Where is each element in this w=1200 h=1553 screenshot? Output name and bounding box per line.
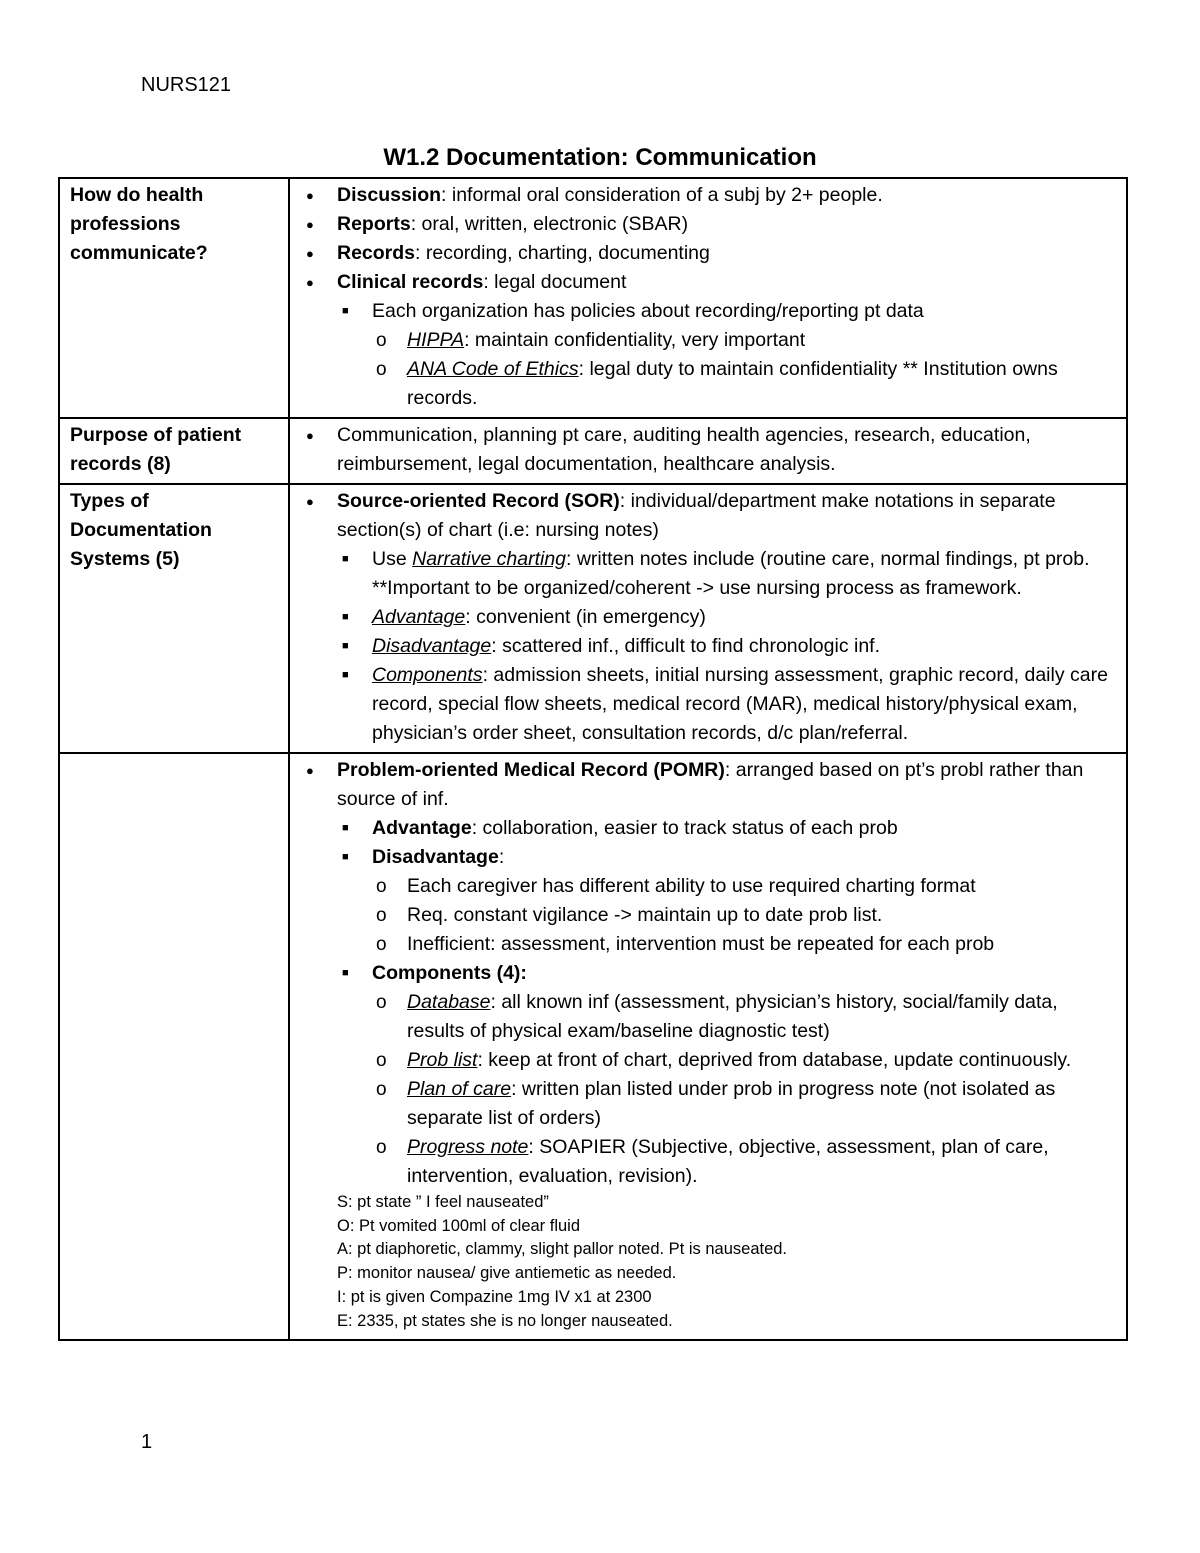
list-item: ■ Disadvantage: o Each caregiver has different ability to use required charting format o Req. constant vigilance -> maintain up to date prob list. o Inefficient: assessment, intervention must be repeated for each prob (300, 843, 1116, 959)
page-number: 1 (141, 1431, 153, 1453)
sub-list (337, 814, 1116, 1191)
list-item: o Database: all known inf (assessment, physician’s history, social/family data, results of physical exam/baseline diagnostic test) (300, 988, 1116, 1046)
list-item: ● Source-oriented Record (SOR): individual/department make notations in separate section(s) of chart (i.e: nursing notes) ■ Use Narrative charting: written notes include (routine care, normal findings, pt prob. **Important to be organized/coherent -> use nursing process as framework. ■ Advantage: convenient (in emergency) ■ Disadvantage: scattered inf., difficult to find chronologic inf. ■ Components: admission sheets, initial nursing assessment, graphic record, daily care record, special flow sheets, medical record (MAR), medical history/physical exam, physician’s order sheet, consultation records, d/c plan/referral. (300, 487, 1116, 748)
row-question: Types of Documentation Systems (5) (59, 484, 289, 753)
soap-line: P: monitor nausea/ give antiemetic as needed. (337, 1264, 677, 1283)
list-item: ■ Use Narrative charting: written notes include (routine care, normal findings, pt prob. **Important to be organized/coherent -> use nursing process as framework. (300, 545, 1116, 603)
list-item: ● Clinical records: legal document ■ Each organization has policies about recording/reporting pt data o HIPPA: maintain confidentiality, very important o ANA Code of Ethics: legal duty to maintain confidentiality ** Institution owns records. (300, 268, 1116, 413)
list-item: ● Problem-oriented Medical Record (POMR): arranged based on pt’s probl rather than source of inf. ■ Advantage: collaboration, easier to track status of each prob ■ Disadvantage: o Each caregiver has different ability to use required charting format o Req. constant vigilance -> maintain up to date prob list. o Inefficient: assessment, intervention must be repeated for each prob ■ Components (4): o Database: all known inf (assessment, physician’s history, social/family data, results of physical exam/baseline diagnostic test) o Prob list: keep at front of chart, deprived from database, update continuously. o Plan of care: written plan listed under prob in progress note (not isolated as separate list of orders) o Progress note: SOAPIER (Subjective, objective, assessment, plan of care, intervention, evaluation, revision). (300, 756, 1116, 1191)
soap-line: A: pt diaphoretic, clammy, slight pallor noted. Pt is nauseated. (337, 1240, 788, 1259)
row-question (59, 753, 289, 1340)
bullet-list (300, 487, 1116, 748)
list-item: o Plan of care: written plan listed under prob in progress note (not isolated as separate list of orders) (300, 1075, 1116, 1133)
list-item: o Inefficient: assessment, intervention must be repeated for each prob (300, 930, 1116, 959)
list-item: ■ Components: admission sheets, initial nursing assessment, graphic record, daily care record, special flow sheets, medical record (MAR), medical history/physical exam, physician’s order sheet, consultation records, d/c plan/referral. (300, 661, 1116, 748)
sub-sub-list (372, 872, 1116, 959)
list-item: o Progress note: SOAPIER (Subjective, objective, assessment, plan of care, intervention, evaluation, revision). (300, 1133, 1116, 1191)
row-answer (289, 178, 1127, 418)
list-item: ■ Each organization has policies about recording/reporting pt data o HIPPA: maintain confidentiality, very important o ANA Code of Ethics: legal duty to maintain confidentiality ** Institution owns records. (300, 297, 1116, 413)
soap-line: S: pt state ” I feel nauseated” (337, 1193, 549, 1211)
list-item: o HIPPA: maintain confidentiality, very important (300, 326, 1116, 355)
soap-line: I: pt is given Compazine 1mg IV x1 at 2300 (337, 1287, 652, 1306)
bullet-list (300, 181, 1116, 413)
list-item: o Each caregiver has different ability to use required charting format (300, 872, 1116, 901)
list-item: o ANA Code of Ethics: legal duty to maintain confidentiality ** Institution owns records. (300, 355, 1116, 413)
soap-line: O: Pt vomited 100ml of clear fluid (337, 1216, 581, 1235)
table-row (59, 484, 1127, 753)
soap-line: E: 2335, pt states she is no longer nauseated. (337, 1311, 673, 1330)
course-header: NURS121 (141, 74, 232, 96)
list-item: ■ Components (4): o Database: all known inf (assessment, physician’s history, social/family data, results of physical exam/baseline diagnostic test) o Prob list: keep at front of chart, deprived from database, update continuously. o Plan of care: written plan listed under prob in progress note (not isolated as separate list of orders) o Progress note: SOAPIER (Subjective, objective, assessment, plan of care, intervention, evaluation, revision). (300, 959, 1116, 1191)
notes-table (58, 177, 1128, 1341)
table-row (59, 178, 1127, 418)
table-row (59, 753, 1127, 1340)
row-question: Purpose of patient records (8) (59, 418, 289, 484)
bullet-list (300, 756, 1116, 1191)
list-item: ● Records: recording, charting, documenting (300, 239, 1116, 268)
row-answer (289, 418, 1127, 484)
table-row (59, 418, 1127, 484)
list-item: ■ Advantage: collaboration, easier to track status of each prob (300, 814, 1116, 843)
list-item: o Req. constant vigilance -> maintain up to date prob list. (300, 901, 1116, 930)
list-item: ● Reports: oral, written, electronic (SBAR) (300, 210, 1116, 239)
sub-sub-list (372, 988, 1116, 1191)
list-item: ● Discussion: informal oral consideration of a subj by 2+ people. (300, 181, 1116, 210)
page-title: W1.2 Documentation: Communication (383, 144, 817, 171)
row-question: How do health professions communicate? (59, 178, 289, 418)
sub-list (337, 297, 1116, 413)
soapier-example (300, 1191, 1116, 1335)
row-answer (289, 753, 1127, 1340)
sub-sub-list (372, 326, 1116, 413)
list-item: ■ Disadvantage: scattered inf., difficult to find chronologic inf. (300, 632, 1116, 661)
list-item: o Prob list: keep at front of chart, deprived from database, update continuously. (300, 1046, 1116, 1075)
list-item: ■ Advantage: convenient (in emergency) (300, 603, 1116, 632)
sub-list (337, 545, 1116, 748)
list-item: ● Communication, planning pt care, auditing health agencies, research, education, reimbursement, legal documentation, healthcare analysis. (300, 421, 1116, 479)
row-answer (289, 484, 1127, 753)
bullet-list (300, 421, 1116, 479)
